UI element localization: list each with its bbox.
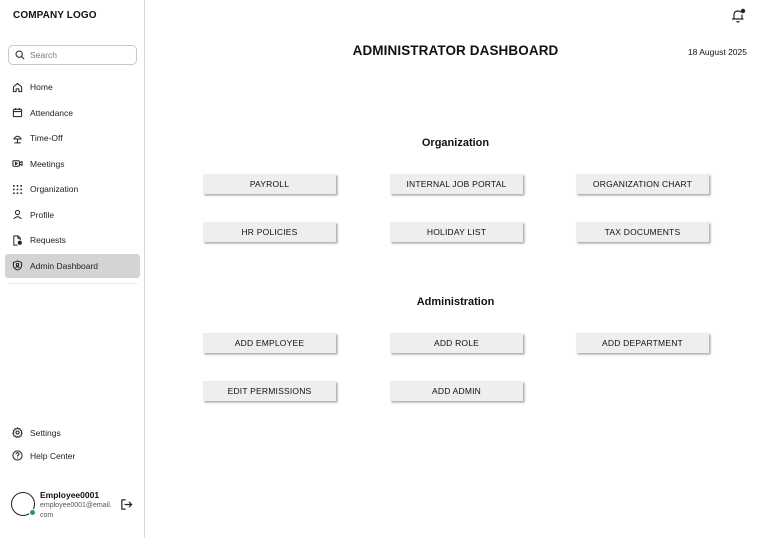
nav-divider xyxy=(8,283,138,284)
home-icon xyxy=(12,82,23,93)
sidebar-item-help-center[interactable] xyxy=(5,444,140,467)
add-department-button[interactable]: ADD DEPARTMENT xyxy=(576,333,709,353)
sidebar-item-meetings[interactable] xyxy=(5,152,140,176)
sidebar-item-label: Attendance xyxy=(30,107,74,118)
section-title-administration: Administration xyxy=(416,296,495,308)
sidebar-item-label: Help Center xyxy=(30,450,76,461)
sidebar-item-label: Meetings xyxy=(30,158,65,169)
payroll-button[interactable]: PAYROLL xyxy=(203,174,336,194)
organization-chart-button[interactable]: ORGANIZATION CHART xyxy=(576,174,709,194)
page-title: ADMINISTRATOR DASHBOARD xyxy=(352,43,559,58)
online-status-dot xyxy=(29,509,36,516)
sidebar-item-profile[interactable] xyxy=(5,203,140,227)
sidebar-item-admin-dashboard[interactable] xyxy=(5,254,140,278)
beach-icon xyxy=(12,133,23,144)
add-admin-button[interactable]: ADD ADMIN xyxy=(390,381,523,401)
sidebar-nav xyxy=(5,75,140,279)
sidebar-item-time-off[interactable] xyxy=(5,126,140,150)
sidebar-item-label: Organization xyxy=(30,184,79,194)
add-employee-button[interactable]: ADD EMPLOYEE xyxy=(203,333,336,353)
section-title-organization: Organization xyxy=(421,137,490,149)
sidebar-item-label: Profile xyxy=(30,209,55,220)
search-box[interactable] xyxy=(8,45,137,65)
current-date: 18 August 2025 xyxy=(687,47,747,57)
hr-policies-button[interactable]: HR POLICIES xyxy=(203,222,336,242)
user-email: employee0001@email.com xyxy=(40,502,112,519)
user-name: Employee0001 xyxy=(40,490,100,500)
sidebar-bottom-nav xyxy=(5,421,140,467)
sidebar-item-home[interactable] xyxy=(5,75,140,99)
search-input[interactable] xyxy=(30,50,130,60)
sidebar-item-settings[interactable] xyxy=(5,421,140,444)
sidebar-item-organization[interactable] xyxy=(5,177,140,201)
internal-job-portal-button[interactable]: INTERNAL JOB PORTAL xyxy=(390,174,523,194)
sidebar xyxy=(0,0,145,538)
add-role-button[interactable]: ADD ROLE xyxy=(390,333,523,353)
main-content xyxy=(145,0,768,538)
shield-icon xyxy=(12,260,23,271)
sidebar-item-requests[interactable] xyxy=(5,228,140,252)
tax-documents-button[interactable]: TAX DOCUMENTS xyxy=(576,222,709,242)
help-icon xyxy=(12,450,23,461)
sidebar-item-label: Time-Off xyxy=(30,133,63,143)
video-icon xyxy=(12,158,23,169)
sidebar-item-attendance[interactable] xyxy=(5,101,140,125)
document-icon xyxy=(12,235,23,246)
search-icon xyxy=(15,50,25,60)
sidebar-item-label: Requests xyxy=(30,235,66,245)
grid-icon xyxy=(12,184,23,195)
sidebar-item-label: Home xyxy=(30,82,53,92)
logout-icon[interactable] xyxy=(120,498,133,511)
sidebar-item-label: Admin Dashboard xyxy=(30,260,99,271)
notification-bell-icon[interactable] xyxy=(731,8,746,24)
avatar[interactable] xyxy=(11,492,35,516)
company-logo[interactable]: COMPANY LOGO xyxy=(13,10,97,21)
holiday-list-button[interactable]: HOLIDAY LIST xyxy=(390,222,523,242)
calendar-icon xyxy=(12,107,23,118)
person-icon xyxy=(12,209,23,220)
sidebar-item-label: Settings xyxy=(30,427,61,438)
edit-permissions-button[interactable]: EDIT PERMISSIONS xyxy=(203,381,336,401)
gear-icon xyxy=(12,427,23,438)
user-profile-card xyxy=(11,489,141,523)
